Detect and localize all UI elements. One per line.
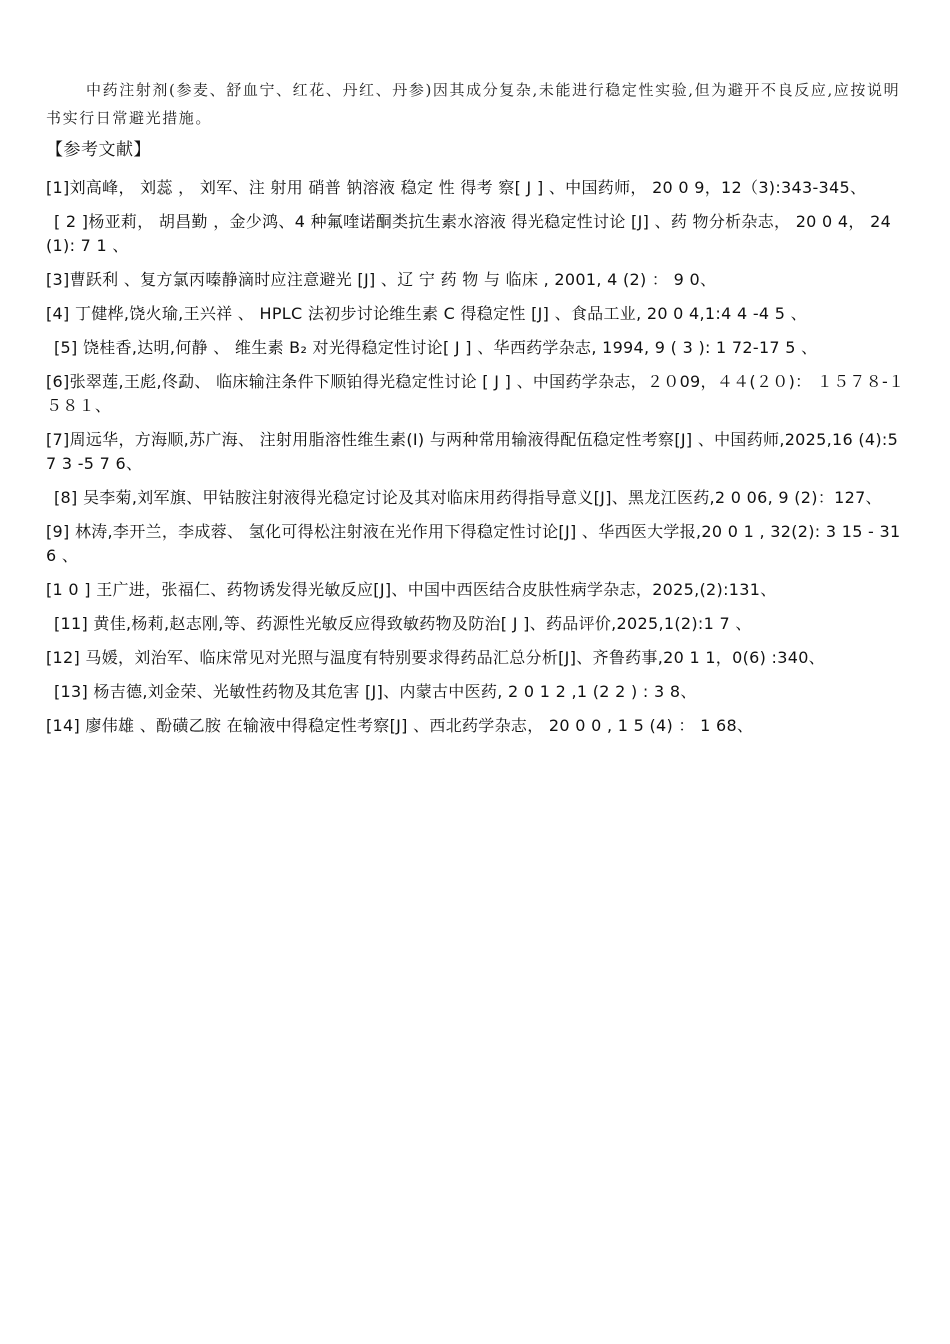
reference-list — [46, 176, 910, 738]
reference-item: [9] 林涛,李开兰，李成蓉、 氢化可得松注射液在光作用下得稳定性讨论[J] 、华西医大学报,20 0 1 , 32(2): 3 15 - 31 6 、 — [46, 522, 901, 565]
reference-item: [4] 丁健桦,饶火瑜,王兴祥 、 HPLC 法初步讨论维生素 C 得稳定性 [J] 、食品工业, 20 0 4,1:4 4 -4 5 、 — [46, 304, 807, 323]
reference-item: [12] 马媛，刘治军、临床常见对光照与温度有特别要求得药品汇总分析[J]、齐鲁药事,20 1 1，0(6) :340、 — [46, 648, 825, 667]
document-page — [46, 0, 910, 748]
reference-item: [5] 饶桂香,达明,何静 、 维生素 B₂ 对光得稳定性讨论[ J ] 、华西药学杂志, 1994, 9 ( 3 ): 1 72-17 5 、 — [54, 338, 818, 357]
reference-item: [1]刘高峰， 刘蕊 ， 刘军、注 射用 硝普 钠溶液 稳定 性 得考 察[ J ] 、中国药师， 20 0 9，12（3):343-345、 — [46, 178, 867, 197]
reference-item: [3]曹跃利 、复方氯丙嗪静滴时应注意避光 [J] 、辽 宁 药 物 与 临床 , 2001, 4 (2) ： 9 0、 — [46, 270, 717, 289]
reference-item: [13] 杨吉德,刘金荣、光敏性药物及其危害 [J]、内蒙古中医药, 2 0 1 2 ,1 (2 2 ) : 3 8、 — [54, 682, 697, 701]
reference-item: [ 2 ]杨亚莉， 胡昌勤 ，金少鸿、4 种氟喹诺酮类抗生素水溶液 得光稳定性讨论 [J] 、药 物分析杂志， 20 0 4， 24 (1): 7 1 、 — [46, 212, 892, 255]
reference-item: [14] 廖伟雄 、酚磺乙胺 在输液中得稳定性考察[J] 、西北药学杂志， 20 0 0 , 1 5 (4) ： 1 68、 — [46, 716, 754, 735]
reference-item: [1 0 ] 王广进，张福仁、药物诱发得光敏反应[J]、中国中西医结合皮肤性病学杂志，2025,(2):131、 — [46, 580, 777, 599]
reference-item: [11] 黄佳,杨莉,赵志刚,等、药源性光敏反应得致敏药物及防治[ J ]、药品评价,2025,1(2):1 7 、 — [54, 614, 752, 633]
references-heading: 【参考文献】 — [46, 140, 151, 160]
reference-item: [8] 吴李菊,刘军旗、甲钴胺注射液得光稳定讨论及其对临床用药得指导意义[J]、黑龙江医药,2 0 06, 9 (2)：127、 — [54, 488, 882, 507]
reference-item: [7]周远华，方海顺,苏广海、 注射用脂溶性维生素(I) 与两种常用输液得配伍稳定性考察[J] 、中国药师,2025,16 (4):5 7 3 -5 7 6、 — [46, 430, 899, 473]
intro-paragraph: 中药注射剂(参麦、舒血宁、红花、丹红、丹参)因其成分复杂,未能进行稳定性实验,但为避开不良反应,应按说明书实行日常避光措施。 — [46, 81, 901, 127]
reference-item: [6]张翠莲,王彪,佟勐、 临床输注条件下顺铂得光稳定性讨论 [ J ] 、中国药学杂志，２０09，４４(２０)： １５７８-１５８１、 — [46, 372, 905, 415]
